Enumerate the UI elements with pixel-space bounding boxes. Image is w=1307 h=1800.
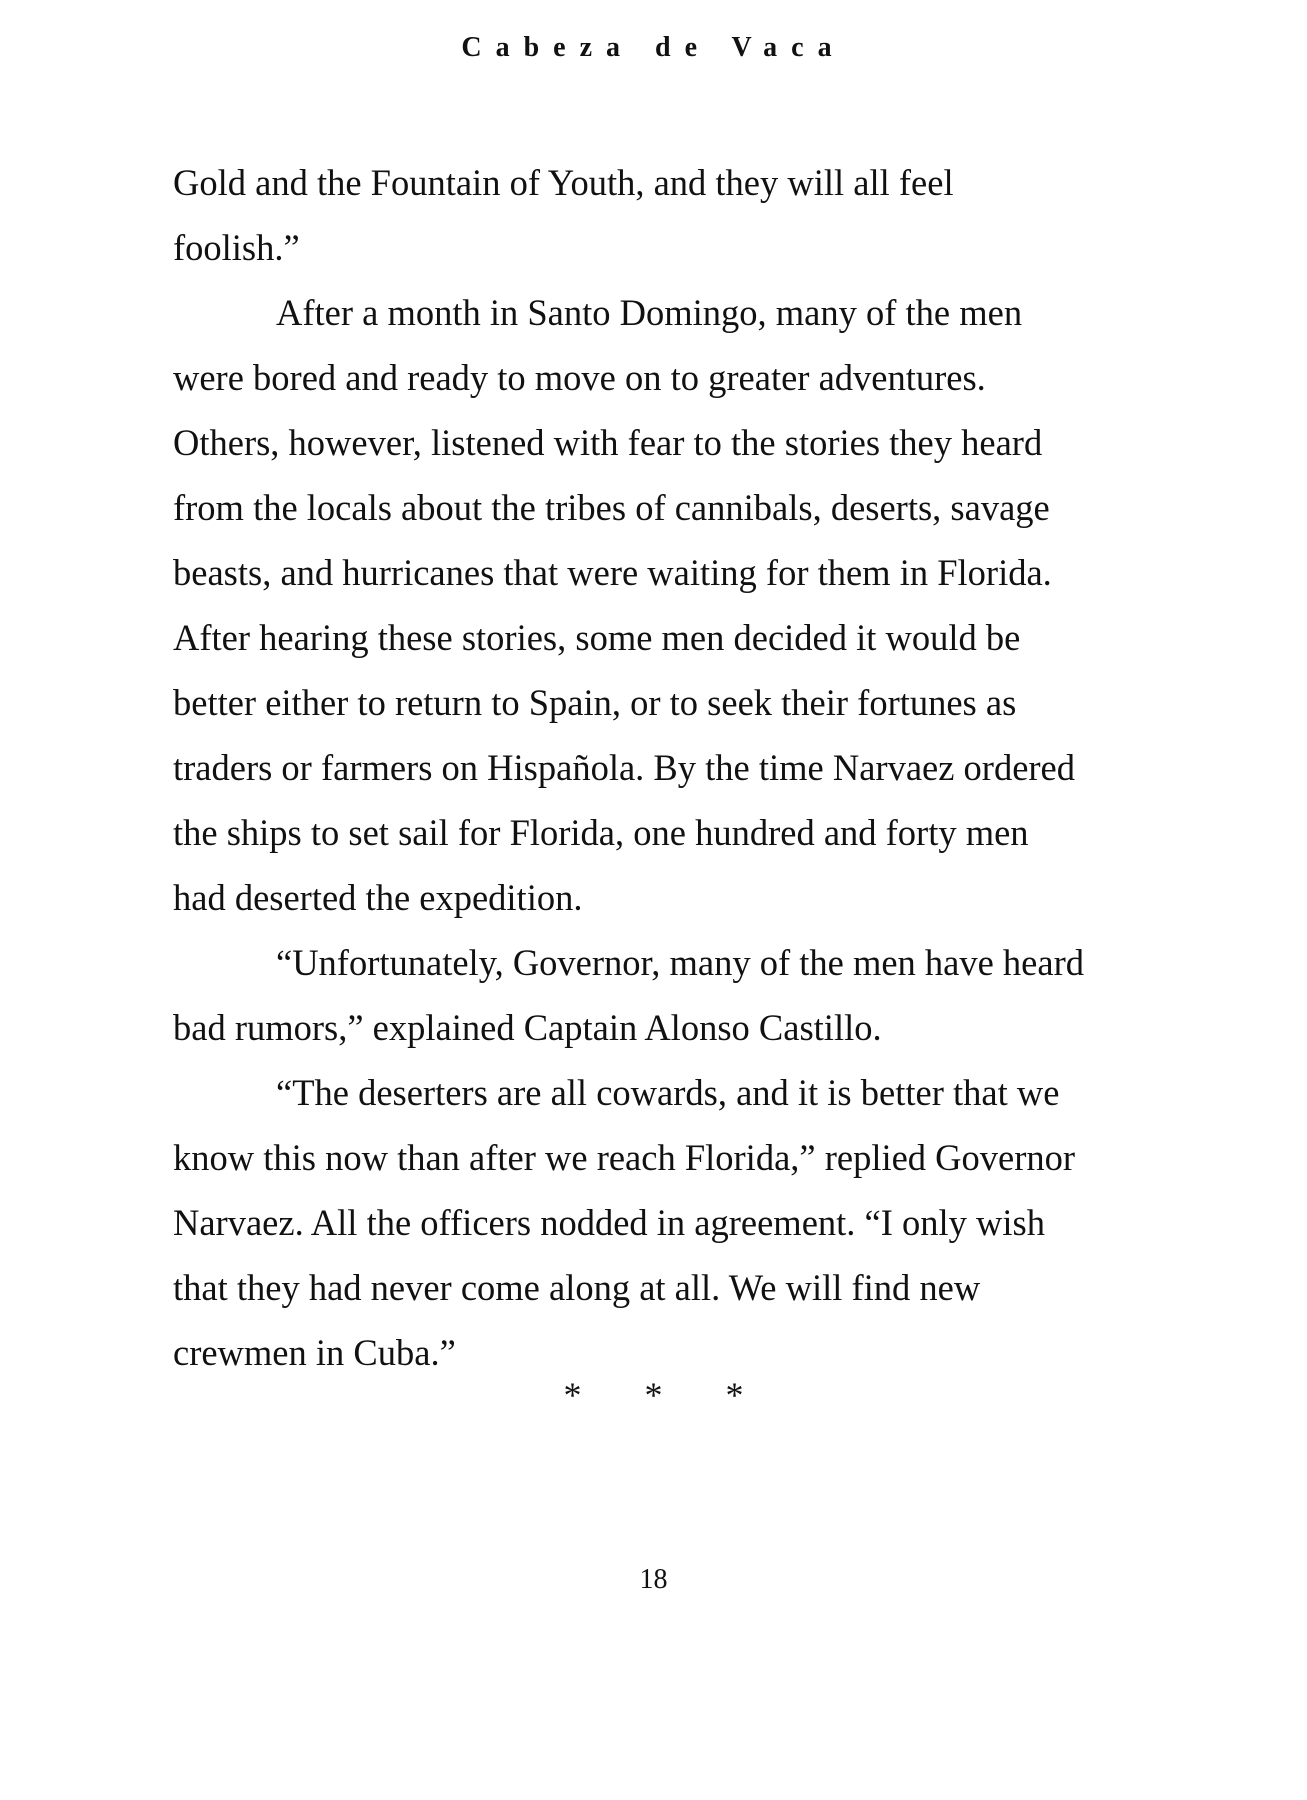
text-line: the ships to set sail for Florida, one hundred and forty men: [173, 812, 1029, 853]
text-line: traders or farmers on Hispañola. By the time Narvaez ordered: [173, 747, 1076, 788]
scene-break-asterisks: * * *: [563, 1375, 744, 1415]
paragraph-start-line: “Unfortunately, Governor, many of the men have heard: [276, 942, 1084, 983]
text-line: better either to return to Spain, or to seek their fortunes as: [173, 682, 1017, 723]
text-line: Others, however, listened with fear to the stories they heard: [173, 422, 1043, 463]
running-header-title: Cabeza de Vaca: [461, 32, 846, 63]
text-line: beasts, and hurricanes that were waiting for them in Florida.: [173, 552, 1052, 593]
paragraph-start-line: “The deserters are all cowards, and it is better that we: [276, 1072, 1060, 1113]
text-line: Narvaez. All the officers nodded in agreement. “I only wish: [173, 1202, 1045, 1243]
text-line: bad rumors,” explained Captain Alonso Castillo.: [173, 1007, 882, 1048]
page-number: 18: [639, 1564, 668, 1595]
text-line: crewmen in Cuba.”: [173, 1332, 456, 1373]
body-text: [173, 150, 1133, 1385]
text-line: After hearing these stories, some men decided it would be: [173, 617, 1021, 658]
text-line: had deserted the expedition.: [173, 877, 583, 918]
text-line: were bored and ready to move on to greater adventures.: [173, 357, 986, 398]
text-line: Gold and the Fountain of Youth, and they will all feel: [173, 162, 954, 203]
text-line: know this now than after we reach Florida,” replied Governor: [173, 1137, 1076, 1178]
text-line: from the locals about the tribes of cannibals, deserts, savage: [173, 487, 1050, 528]
text-line: foolish.”: [173, 227, 300, 268]
paragraph-start-line: After a month in Santo Domingo, many of the men: [276, 292, 1023, 333]
text-line: that they had never come along at all. We will find new: [173, 1267, 981, 1308]
